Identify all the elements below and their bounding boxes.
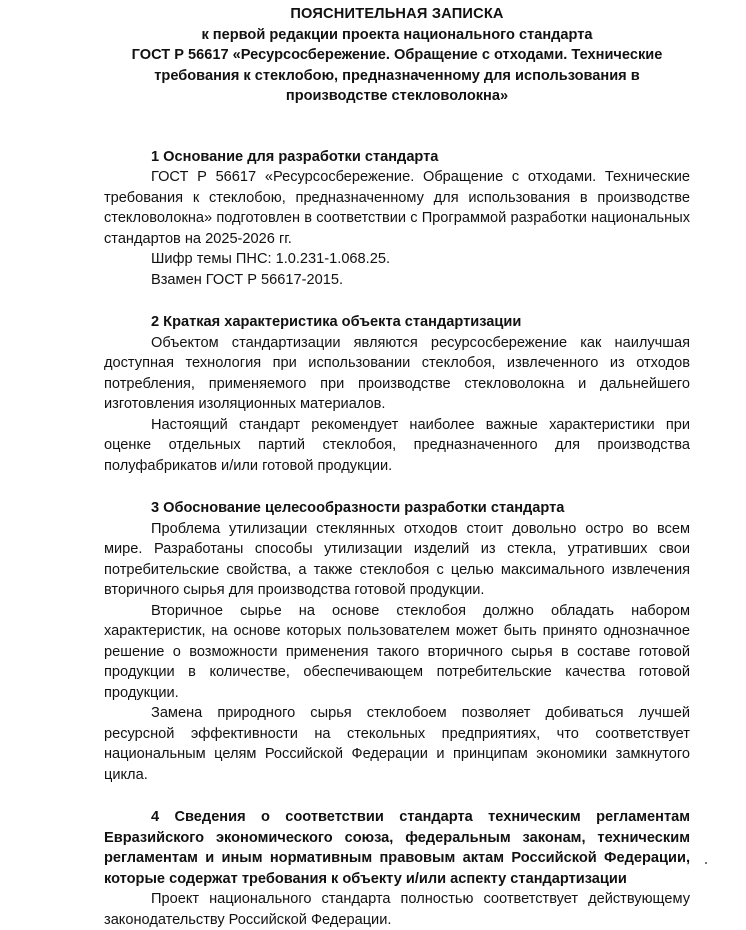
- spacer: [104, 785, 690, 807]
- section-2-paragraph: Настоящий стандарт рекомендует наиболее важные характеристики при оценке отдельных партий стеклобоя, предназначенного для производства полуфабрикатов и/или готовой продукции.: [104, 416, 690, 474]
- document-subtitle-line: требования к стеклобою, предназначенному для использования в: [154, 67, 640, 84]
- section-4-paragraph: Проект национального стандарта полностью соответствует действующему законодательству Российской Федерации.: [104, 891, 690, 928]
- section-3-paragraph: Вторичное сырье на основе стеклобоя должно обладать набором характеристик, на основе которых пользователем может быть принято однозначное решение о возможности применения такого вторичного сырья в составе готовой продукции в количестве, обеспечивающем потребительские качества готовой продукции.: [104, 602, 690, 701]
- section-3-title: 3 Обоснование целесообразности разработки стандарта: [151, 500, 565, 516]
- document-subtitle-line: производстве стекловолокна»: [285, 88, 509, 104]
- section-4-title-text: 4 Сведения о соответствии стандарта техническим регламентам Евразийского экономического союза, федеральным законам, техническим регламентам и иным нормативным правовым актам Российской Федерации, которые содержат требования к объекту и/или аспекту стандартизации: [104, 809, 690, 887]
- section-4-title: [104, 807, 690, 889]
- section-1-title: 1 Основание для разработки стандарта: [151, 148, 439, 165]
- section-3-paragraph: Замена природного сырья стеклобоем позволяет добиваться лучшей ресурсной эффективности на стекольных предприятиях, что соответствует национальным целям Российской Федерации и принципам экономики замкнутого цикла.: [104, 705, 690, 783]
- document-title: ПОЯСНИТЕЛЬНАЯ ЗАПИСКА: [290, 6, 504, 22]
- section-2-paragraph: Объектом стандартизации являются ресурсосбережение как наилучшая доступная технология при использовании стеклобоя, извлеченного из отходов потребления, применяемого при производстве стекловолокна и дальнейшего изготовления изоляционных материалов.: [104, 334, 690, 412]
- document-subtitle-line: к первой редакции проекта национального стандарта: [201, 26, 593, 43]
- section-3: [104, 498, 690, 785]
- section-2-title: 2 Краткая характеристика объекта стандартизации: [151, 314, 522, 330]
- section-1-paragraph: ГОСТ Р 56617 «Ресурсосбережение. Обращение с отходами. Технические требования к стеклобою, предназначенному для использования в производстве стекловолокна» подготовлен в соответствии с Программой разработки национальных стандартов на 2025-2026 гг.: [104, 169, 690, 247]
- scan-dot: [705, 862, 707, 864]
- spacer: [104, 290, 690, 312]
- spacer: [104, 107, 690, 147]
- spacer: [104, 476, 690, 498]
- section-1-topic-code: Шифр темы ПНС: 1.0.231-1.068.25.: [151, 251, 391, 267]
- section-3-paragraph: Проблема утилизации стеклянных отходов стоит довольно остро во всем мире. Разработаны способы утилизации изделий из стекла, утративших свои потребительские свойства, а также стеклобоя с целью максимального извлечения вторичного сырья для производства готовой продукции.: [104, 520, 690, 598]
- document-subtitle-line: ГОСТ Р 56617 «Ресурсосбережение. Обращение с отходами. Технические: [131, 47, 663, 63]
- section-1-replaces: Взамен ГОСТ Р 56617-2015.: [151, 271, 344, 288]
- section-4: [104, 807, 690, 930]
- section-2: [104, 312, 690, 476]
- section-1: [104, 147, 690, 291]
